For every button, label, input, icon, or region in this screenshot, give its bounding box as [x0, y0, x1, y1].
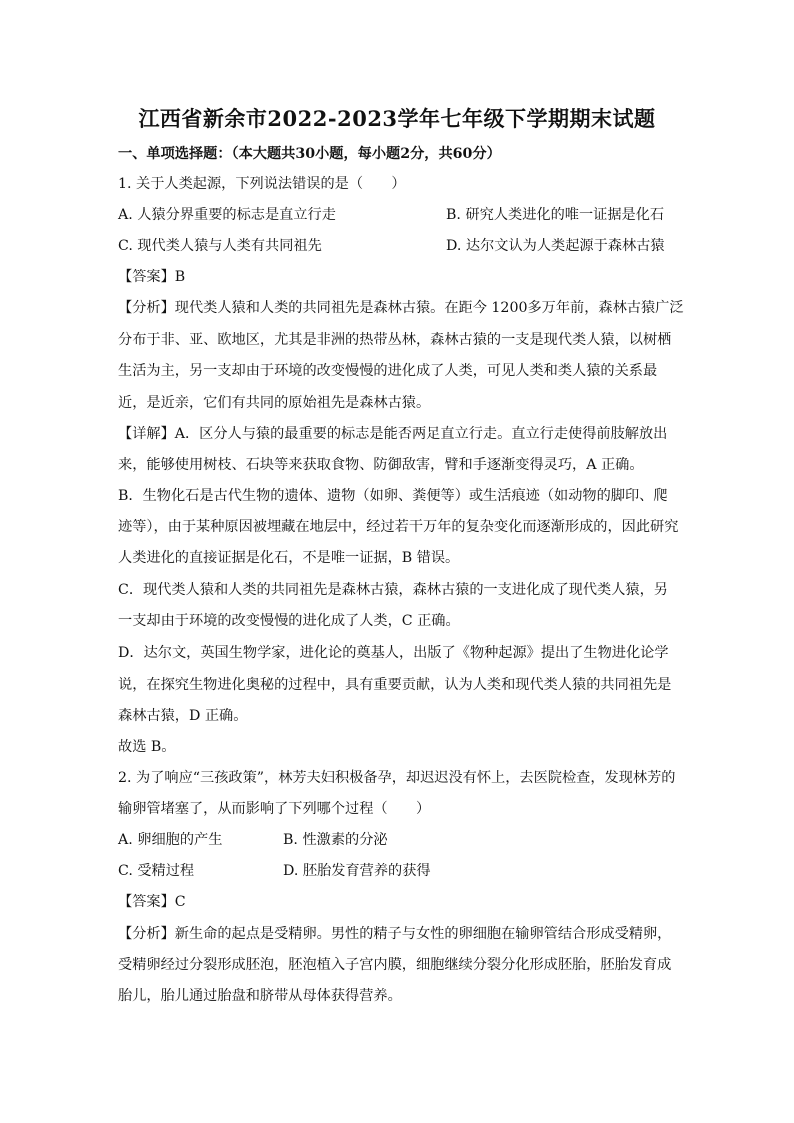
q2-option-c: C. 受精过程 [118, 863, 195, 879]
q1-option-a: A. 人猿分界重要的标志是直立行走 [118, 207, 336, 223]
q1-detail-line: 一支却由于环境的改变慢慢的进化成了人类，C 正确。 [118, 613, 460, 629]
q1-detail-line: 来，能够使用树枝、石块等来获取食物、防御敌害，臂和手逐渐变得灵巧，A 正确。 [118, 457, 644, 473]
q2-option-b: B. 性激素的分泌 [283, 832, 388, 848]
q1-analysis-line: 【分析】现代类人猿和人类的共同祖先是森林古猿。在距今 1200多万年前，森林古猿广泛 [118, 300, 684, 316]
q1-detail-line: 人类进化的直接证据是化石，不是唯一证据，B 错误。 [118, 550, 460, 566]
q1-detail-line: B．生物化石是古代生物的遗体、遗物（如卵、粪便等）或生活痕迹（如动物的脚印、爬 [118, 488, 668, 504]
q2-analysis-line: 胎儿，胎儿通过胎盘和脐带从母体获得营养。 [118, 988, 402, 1004]
q1-option-c: C. 现代类人猿与人类有共同祖先 [118, 238, 322, 254]
q1-detail-line: 【详解】A．区分人与猿的最重要的标志是能否两足直立行走。直立行走使得前肢解放出 [118, 426, 668, 442]
q2-answer: 【答案】C [118, 894, 186, 910]
q1-stem: 1. 关于人类起源，下列说法错误的是（ ） [118, 176, 406, 192]
q1-detail-line: 迹等），由于某种原因被埋藏在地层中，经过若干万年的复杂变化而逐渐形成的，因此研究 [118, 519, 679, 535]
q2-stem-line: 2. 为了响应“三孩政策”，林芳夫妇积极备孕，却迟迟没有怀上，去医院检查，发现林芳的 [118, 770, 676, 786]
q2-analysis-line: 受精卵经过分裂形成胚泡，胚泡植入子宫内膜，细胞继续分裂分化形成胚胎，胚胎发育成 [118, 957, 672, 973]
q2-option-a: A. 卵细胞的产生 [118, 832, 223, 848]
q1-analysis-line: 生活为主，另一支却由于环境的改变慢慢的进化成了人类，可见人类和类人猿的关系最 [118, 363, 658, 379]
q2-stem-line: 输卵管堵塞了，从而影响了下列哪个过程（ ） [118, 801, 431, 817]
q2-option-d: D. 胚胎发育营养的获得 [283, 863, 431, 879]
q1-answer: 【答案】B [118, 269, 186, 285]
q1-detail-line: 森林古猿，D 正确。 [118, 708, 248, 724]
q1-analysis-line: 近，是近亲，它们有共同的原始祖先是森林古猿。 [118, 395, 431, 411]
q1-conclusion: 故选 B。 [118, 739, 176, 755]
q1-option-b: B. 研究人类进化的唯一证据是化石 [446, 207, 665, 223]
section-heading: 一、单项选择题：（本大题共30小题，每小题2分，共60分） [118, 146, 501, 162]
q1-detail-line: 说，在探究生物进化奥秘的过程中，具有重要贡献，认为人类和现代类人猿的共同祖先是 [118, 677, 672, 693]
q2-analysis-line: 【分析】新生命的起点是受精卵。男性的精子与女性的卵细胞在输卵管结合形成受精卵， [118, 926, 672, 942]
q1-analysis-line: 分布于非、亚、欧地区，尤其是非洲的热带丛林，森林古猿的一支是现代类人猿，以树栖 [118, 332, 672, 348]
q1-detail-line: D．达尔文，英国生物学家，进化论的奠基人，出版了《物种起源》提出了生物进化论学 [118, 645, 669, 661]
q1-option-d: D. 达尔文认为人类起源于森林古猿 [446, 238, 665, 254]
page-title: 江西省新余市2022-2023学年七年级下学期期末试题 [138, 106, 656, 131]
q1-detail-line: C．现代类人猿和人类的共同祖先是森林古猿，森林古猿的一支进化成了现代类人猿，另 [118, 582, 668, 598]
